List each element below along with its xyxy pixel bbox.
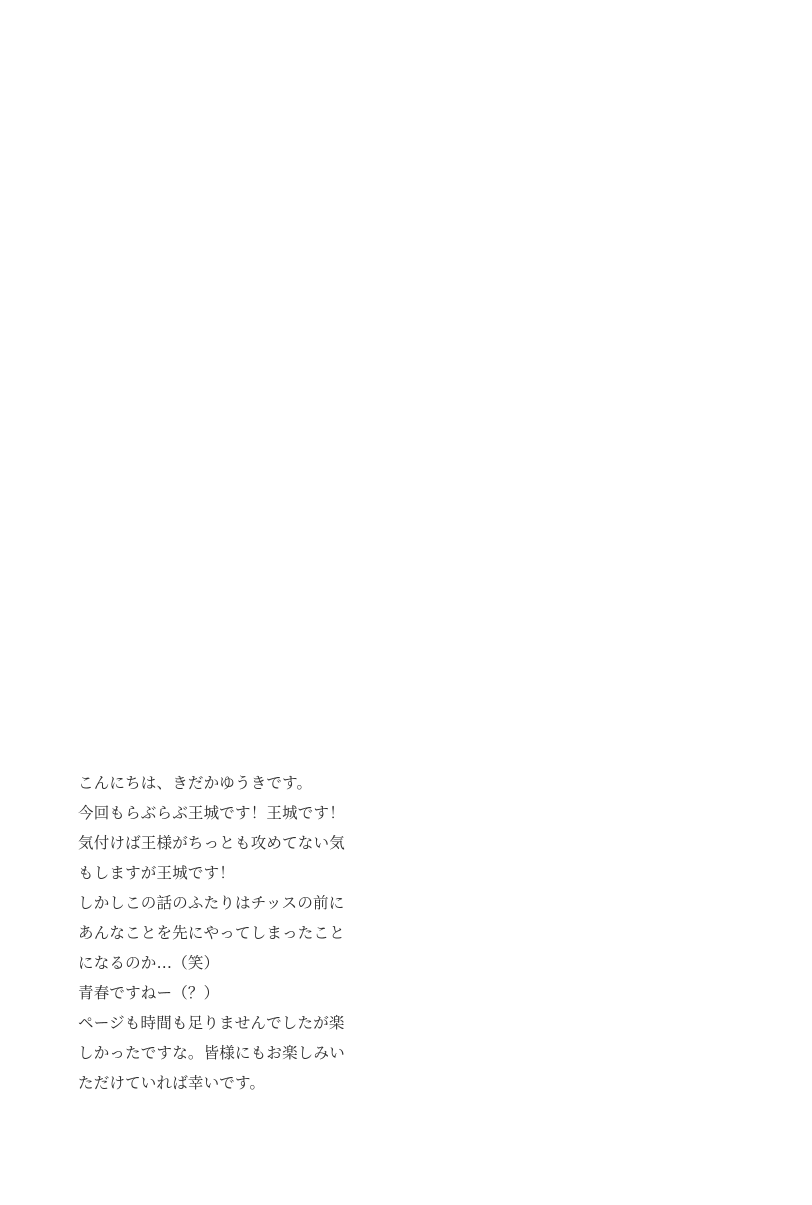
- afterword-line: ただけていれば幸いです。: [78, 1074, 266, 1092]
- afterword-line: しかったですな。皆様にもお楽しみい: [78, 1044, 345, 1062]
- afterword-line: 今回もらぶらぶ王城です！王城です！: [78, 804, 345, 822]
- afterword-line: になるのか…（笑）: [78, 954, 220, 972]
- afterword-line: 青春ですねー（？）: [78, 984, 220, 1002]
- afterword-line: 気付けば王様がちっとも攻めてない気: [78, 834, 345, 852]
- afterword-text-block: [78, 768, 398, 1098]
- afterword-line: こんにちは、きだかゆうきです。: [78, 774, 313, 792]
- afterword-line: ページも時間も足りませんでしたが楽: [78, 1014, 345, 1032]
- afterword-line: しかしこの話のふたりはチッスの前に: [78, 894, 345, 912]
- afterword-line: あんなことを先にやってしまったこと: [78, 924, 345, 942]
- afterword-line: もしますが王城です！: [78, 864, 236, 882]
